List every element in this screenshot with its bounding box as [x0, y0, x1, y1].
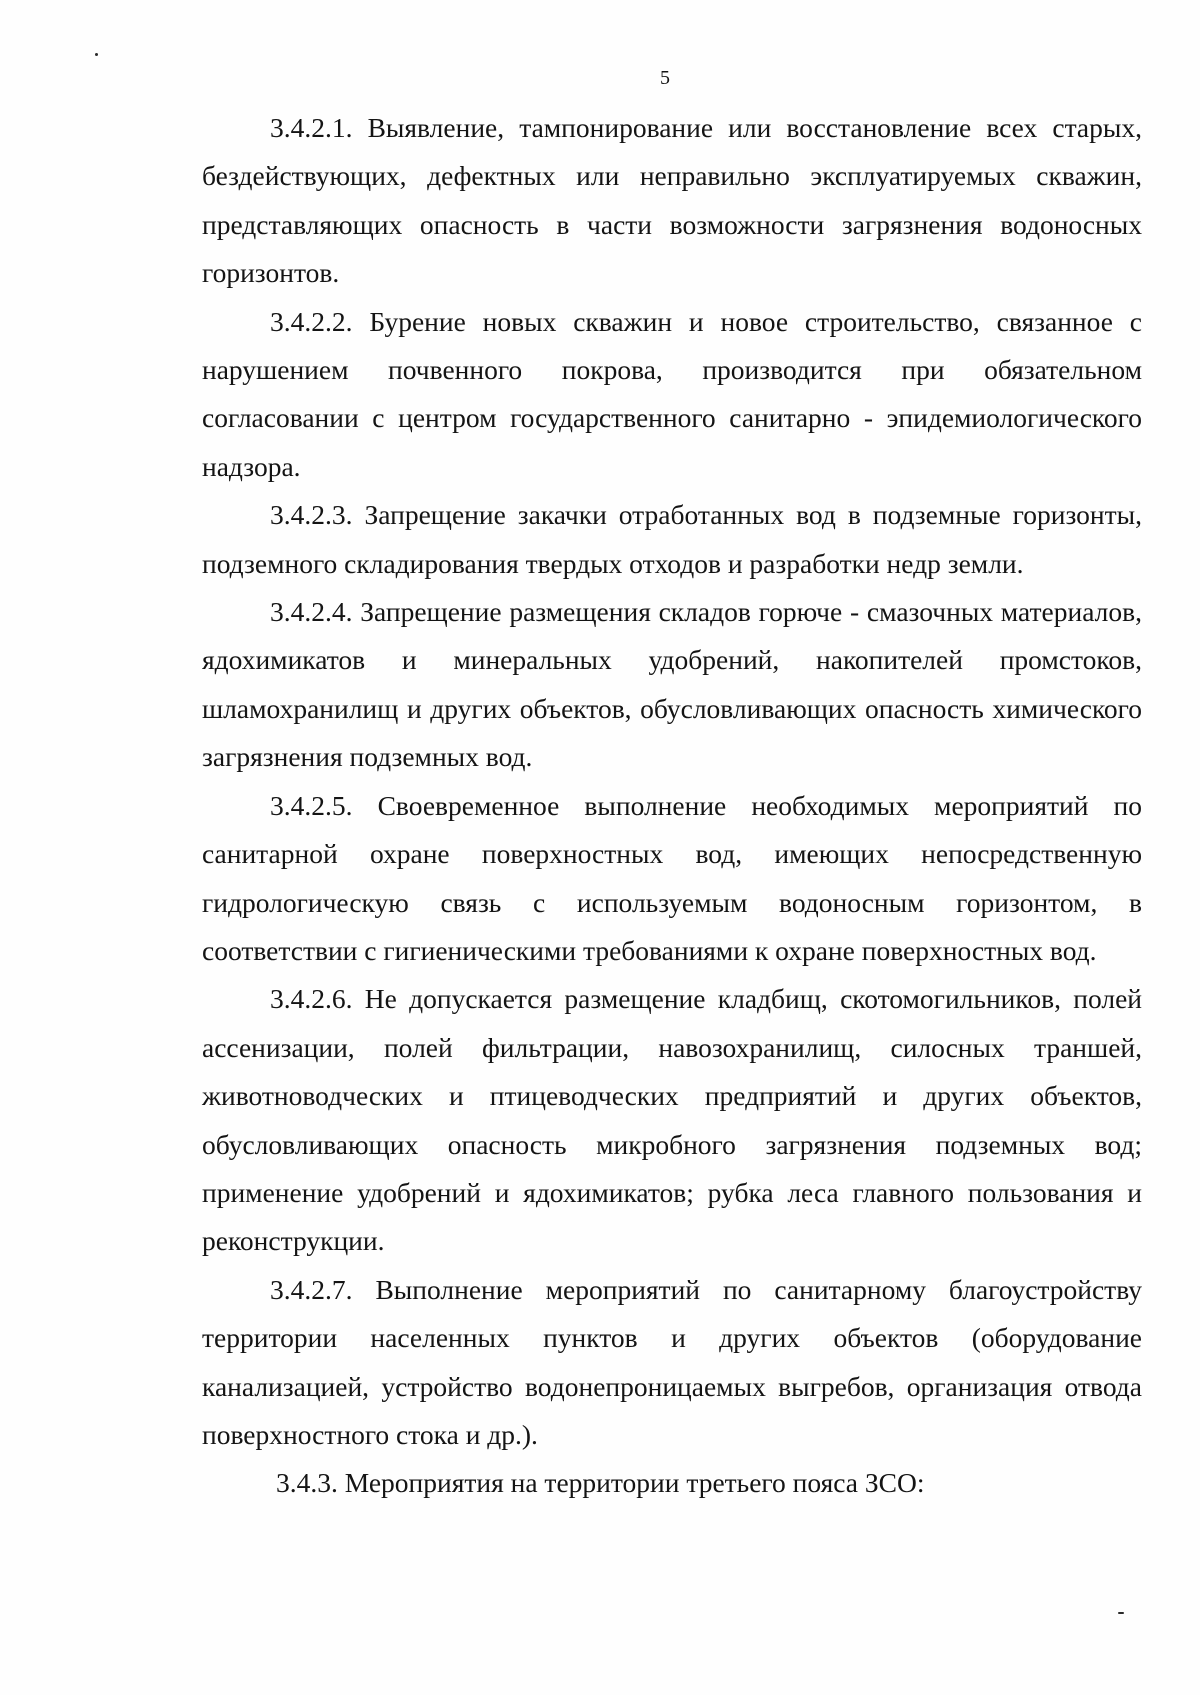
paragraph-3-4-2-1: 3.4.2.1. Выявление, тампонирование или восстановление всех старых, бездействующих, дефектных или неправильно эксплуатируемых скважин, представляющих опасность в части возможности загрязнения водоносных горизонтов. — [202, 112, 1142, 289]
scan-speck — [1118, 1612, 1124, 1614]
page-number: 5 — [660, 67, 670, 89]
paragraph-3-4-2-6: 3.4.2.6. Не допускается размещение кладбищ, скотомогильников, полей ассенизации, полей фильтрации, навозохранилищ, силосных траншей, животноводческих и птицеводческих предприятий и других объектов, обусловливающих опасность микробного загрязнения подземных вод; применение удобрений и ядохимикатов; рубка леса главного пользования и реконструкции. — [202, 983, 1142, 1257]
scan-speck — [95, 53, 98, 56]
paragraph-3-4-2-7: 3.4.2.7. Выполнение мероприятий по санитарному благоустройству территории населенных пунктов и других объектов (оборудование канализацией, устройство водонепроницаемых выгребов, организация отвода поверхностного стока и др.). — [202, 1273, 1142, 1450]
paragraph-3-4-2-3: 3.4.2.3. Запрещение закачки отработанных вод в подземные горизонты, подземного складирования твердых отходов и разработки недр земли. — [202, 499, 1142, 579]
document-body — [202, 104, 1142, 1508]
paragraph-3-4-2-4: 3.4.2.4. Запрещение размещения складов горюче - смазочных материалов, ядохимикатов и минеральных удобрений, накопителей промстоков, шламохранилищ и других объектов, обусловливающих опасность химического загрязнения подземных вод. — [202, 596, 1142, 773]
paragraph-3-4-2-5: 3.4.2.5. Своевременное выполнение необходимых мероприятий по санитарной охране поверхностных вод, имеющих непосредственную гидрологическую связь с используемым водоносным горизонтом, в соответствии с гигиеническими требованиями к охране поверхностных вод. — [202, 789, 1142, 966]
paragraph-3-4-3: 3.4.3. Мероприятия на территории третьего пояса ЗСО: — [276, 1467, 925, 1499]
paragraph-3-4-2-2: 3.4.2.2. Бурение новых скважин и новое строительство, связанное с нарушением почвенного покрова, производится при обязательном согласовании с центром государственного санитарно - эпидемиологического надзора. — [202, 305, 1142, 482]
